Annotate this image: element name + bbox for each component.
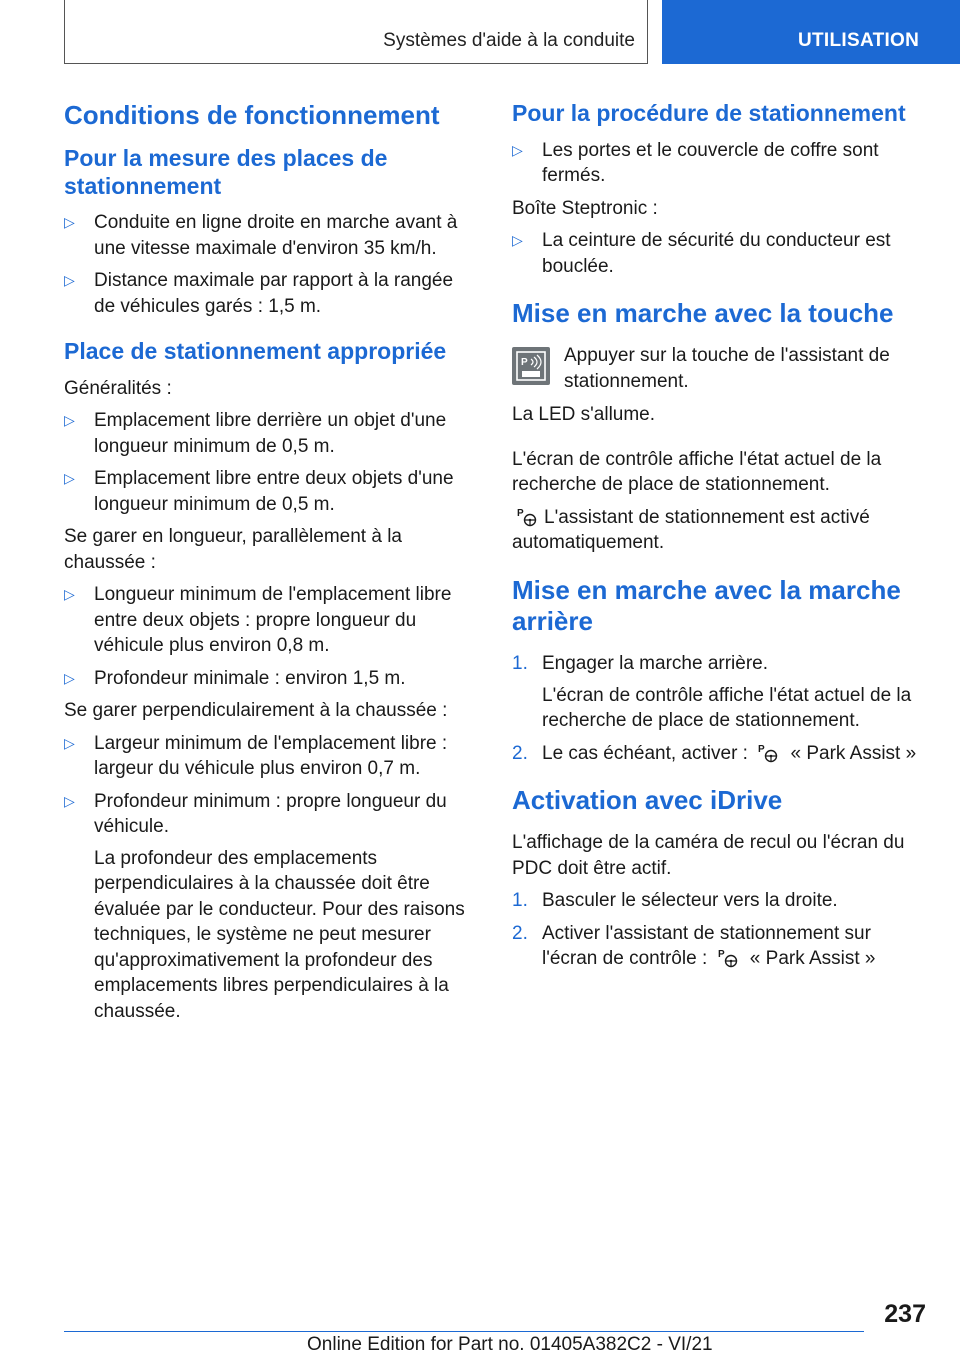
svg-text:P: P — [517, 507, 524, 519]
triangle-bullet-icon: ▷ — [64, 669, 75, 686]
list-item: ▷ Conduite en ligne droite en marche avant à une vitesse maximale d'environ 35 km/h. — [64, 212, 458, 259]
svg-text:P: P — [521, 357, 528, 369]
numbered-step: 2. Activer l'assistant de stationnement sur l'écran de contrôle : P « Park Assist » — [512, 922, 876, 970]
footer-edition: Online Edition for Part no. 01405A382C2 - VI/21 — [307, 1334, 713, 1355]
section-title: Systèmes d'aide à la conduite — [383, 30, 635, 51]
triangle-bullet-icon: ▷ — [64, 734, 75, 751]
list-item: ▷ La ceinture de sécurité du conducteur est bouclée. — [512, 230, 891, 277]
park-assist-key-row — [512, 343, 928, 394]
list-item: ▷ Emplacement libre derrière un objet d'une longueur minimum de 0,5 m. — [64, 410, 447, 457]
heading-conditions: Conditions de fonctionnement — [64, 100, 440, 130]
list-item: ▷ Profondeur minimum : propre longueur du véhicule. La profondeur des emplacements perpendiculaires à la chaussée doit être évaluée par le conducteur. Pour des raisons techniques, le système ne peut mesurer qu'approximativement la profondeur des emplacements libres perpendiculaires à la chaussée. — [64, 789, 476, 1025]
list-item: ▷ Distance maximale par rapport à la rangée de véhicules garés : 1,5 m. — [64, 270, 454, 317]
svg-text:P: P — [717, 949, 725, 961]
header-box — [64, 0, 648, 64]
screen-text: L'écran de contrôle affiche l'état actuel de la recherche de place de stationnement. — [512, 448, 882, 496]
park-assist-button-icon — [512, 347, 550, 385]
triangle-bullet-icon: ▷ — [512, 232, 523, 249]
tab-label: UTILISATION — [798, 30, 920, 51]
tab-utilisation[interactable] — [662, 0, 960, 64]
numbered-step: 1. Engager la marche arrière. L'écran de contrôle affiche l'état actuel de la recherche de place de stationnement. — [512, 653, 912, 732]
heading-measure: Pour la mesure des places de stationnement — [64, 145, 388, 199]
activated-paragraph: P L'assistant de stationnement est activé automatiquement. — [512, 506, 870, 554]
triangle-bullet-icon: ▷ — [64, 586, 75, 603]
general-label: Généralités : — [64, 377, 172, 399]
page-number: 237 — [884, 1300, 926, 1328]
park-assist-icon — [757, 741, 781, 763]
park-assist-icon — [516, 505, 540, 527]
steptronic-label: Boîte Steptronic : — [512, 197, 658, 219]
triangle-bullet-icon: ▷ — [64, 214, 75, 231]
triangle-bullet-icon: ▷ — [64, 412, 75, 429]
heading-button: Mise en marche avec la touche — [512, 298, 894, 329]
list-item: ▷ Longueur minimum de l'emplacement libre entre deux objets : propre longueur du véhicule plus environ 0,8 m. — [64, 584, 452, 657]
numbered-step: 2. Le cas échéant, activer : P « Park Assist » — [512, 742, 917, 764]
list-item: ▷ Largeur minimum de l'emplacement libre : largeur du véhicule plus environ 0,7 m. — [64, 732, 448, 780]
numbered-step: 1. Basculer le sélecteur vers la droite. — [512, 890, 838, 912]
parallel-label: Se garer en longueur, parallèlement à la chaussée : — [64, 526, 403, 573]
park-assist-icon — [717, 946, 741, 968]
heading-reverse: Mise en marche avec la marche arrière — [512, 574, 901, 636]
right-column — [512, 100, 928, 979]
led-text: La LED s'allume. — [512, 404, 656, 426]
triangle-bullet-icon: ▷ — [64, 470, 75, 487]
heading-procedure: Pour la procédure de stationnement — [512, 100, 906, 126]
triangle-bullet-icon: ▷ — [64, 272, 75, 289]
list-item: ▷ Les portes et le couvercle de coffre sont fermés. — [512, 139, 879, 187]
triangle-bullet-icon: ▷ — [64, 792, 75, 809]
heading-idrive: Activation avec iDrive — [512, 785, 783, 816]
list-item: ▷ Profondeur minimale : environ 1,5 m. — [64, 666, 476, 692]
left-column — [64, 100, 476, 1031]
list-item: ▷ Emplacement libre entre deux objets d'une longueur minimum de 0,5 m. — [64, 468, 454, 515]
perpendicular-note: La profondeur des emplacements perpendiculaires à la chaussée doit être évaluée par le conducteur. Pour des raisons techniques, le système ne peut mesurer qu'approximativement la profondeur des emplacements libres perpendiculaires à la chaussée. — [94, 847, 465, 1022]
perpendicular-label: Se garer perpendiculairement à la chaussée : — [64, 700, 448, 722]
idrive-text: L'affichage de la caméra de recul ou l'écran du PDC doit être actif. — [512, 832, 905, 879]
triangle-bullet-icon: ▷ — [512, 141, 523, 158]
footer-divider — [64, 1331, 864, 1332]
svg-text:P: P — [758, 743, 765, 755]
heading-place: Place de stationnement appropriée — [64, 338, 447, 365]
button-text: Appuyer sur la touche de l'assistant de stationnement. — [564, 345, 890, 392]
